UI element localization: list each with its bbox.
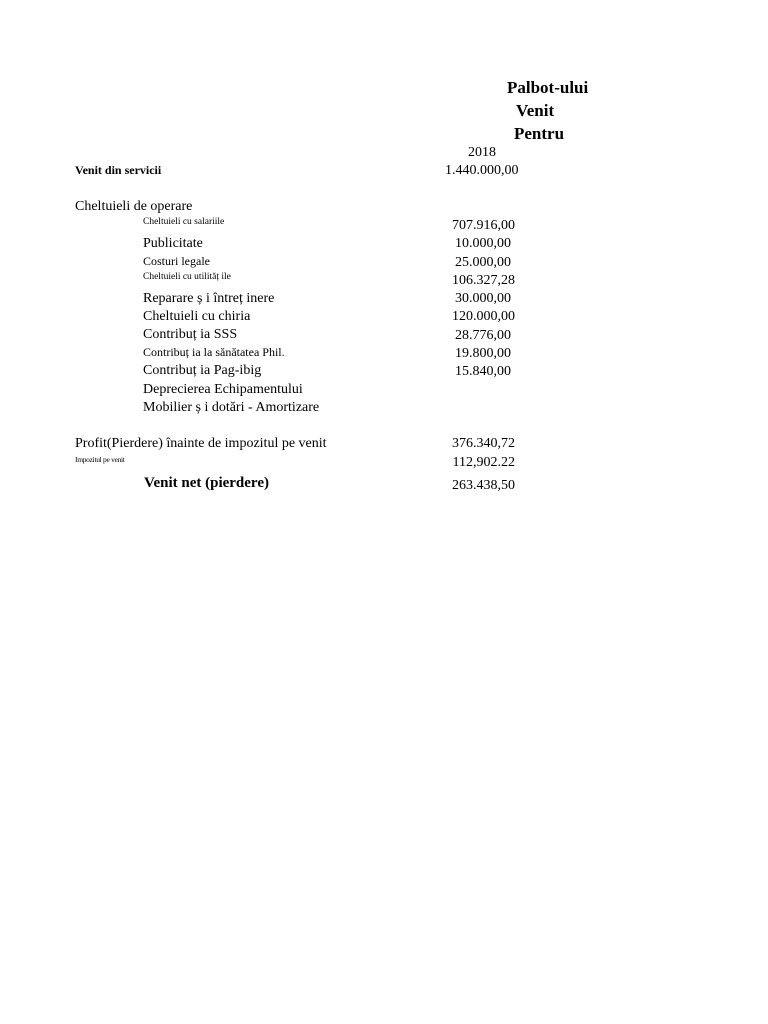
expense-label-advertising: Publicitate xyxy=(143,236,203,251)
net-income-value: 263.438,50 xyxy=(452,478,515,493)
expense-label-repairs: Reparare ș i întreț inere xyxy=(143,291,275,306)
year-label: 2018 xyxy=(468,145,496,160)
expense-label-sss: Contribuț ia SSS xyxy=(143,327,238,342)
income-tax-value: 112,902.22 xyxy=(452,455,515,470)
expense-label-furniture-amortization: Mobilier ș i dotări - Amortizare xyxy=(143,400,320,415)
period-label: Pentru xyxy=(514,124,565,143)
expense-label-rent: Cheltuieli cu chiria xyxy=(143,309,251,324)
expense-label-legal: Costuri legale xyxy=(143,254,210,268)
profit-before-tax-value: 376.340,72 xyxy=(452,436,515,451)
expense-value-advertising: 10.000,00 xyxy=(455,236,511,251)
operating-expenses-heading: Cheltuieli de operare xyxy=(75,199,193,214)
statement-title: Venit xyxy=(516,101,555,120)
company-name: Palbot-ului xyxy=(507,78,589,97)
revenue-value: 1.440.000,00 xyxy=(445,163,519,178)
expense-value-legal: 25.000,00 xyxy=(455,255,511,270)
revenue-label: Venit din servicii xyxy=(75,163,162,177)
expense-value-sss: 28.776,00 xyxy=(455,328,511,343)
profit-before-tax-label: Profit(Pierdere) înainte de impozitul pe venit xyxy=(75,436,327,451)
expense-label-depreciation-equipment: Deprecierea Echipamentului xyxy=(143,382,303,397)
expense-label-pagibig: Contribuț ia Pag-ibig xyxy=(143,363,262,378)
expense-label-philhealth: Contribuț ia la sănătatea Phil. xyxy=(143,345,285,359)
expense-value-repairs: 30.000,00 xyxy=(455,291,511,306)
expense-value-utilities: 106.327,28 xyxy=(452,273,515,288)
expense-label-salaries: Cheltuieli cu salariile xyxy=(143,217,225,227)
net-income-label: Venit net (pierdere) xyxy=(144,475,269,491)
expense-label-utilities: Cheltuieli cu utilităț ile xyxy=(143,272,231,282)
income-tax-label: Impozitul pe venit xyxy=(75,455,125,464)
expense-value-pagibig: 15.840,00 xyxy=(455,364,511,379)
expense-value-philhealth: 19.800,00 xyxy=(455,346,511,361)
expense-value-rent: 120.000,00 xyxy=(452,309,515,324)
expense-value-salaries: 707.916,00 xyxy=(452,218,515,233)
